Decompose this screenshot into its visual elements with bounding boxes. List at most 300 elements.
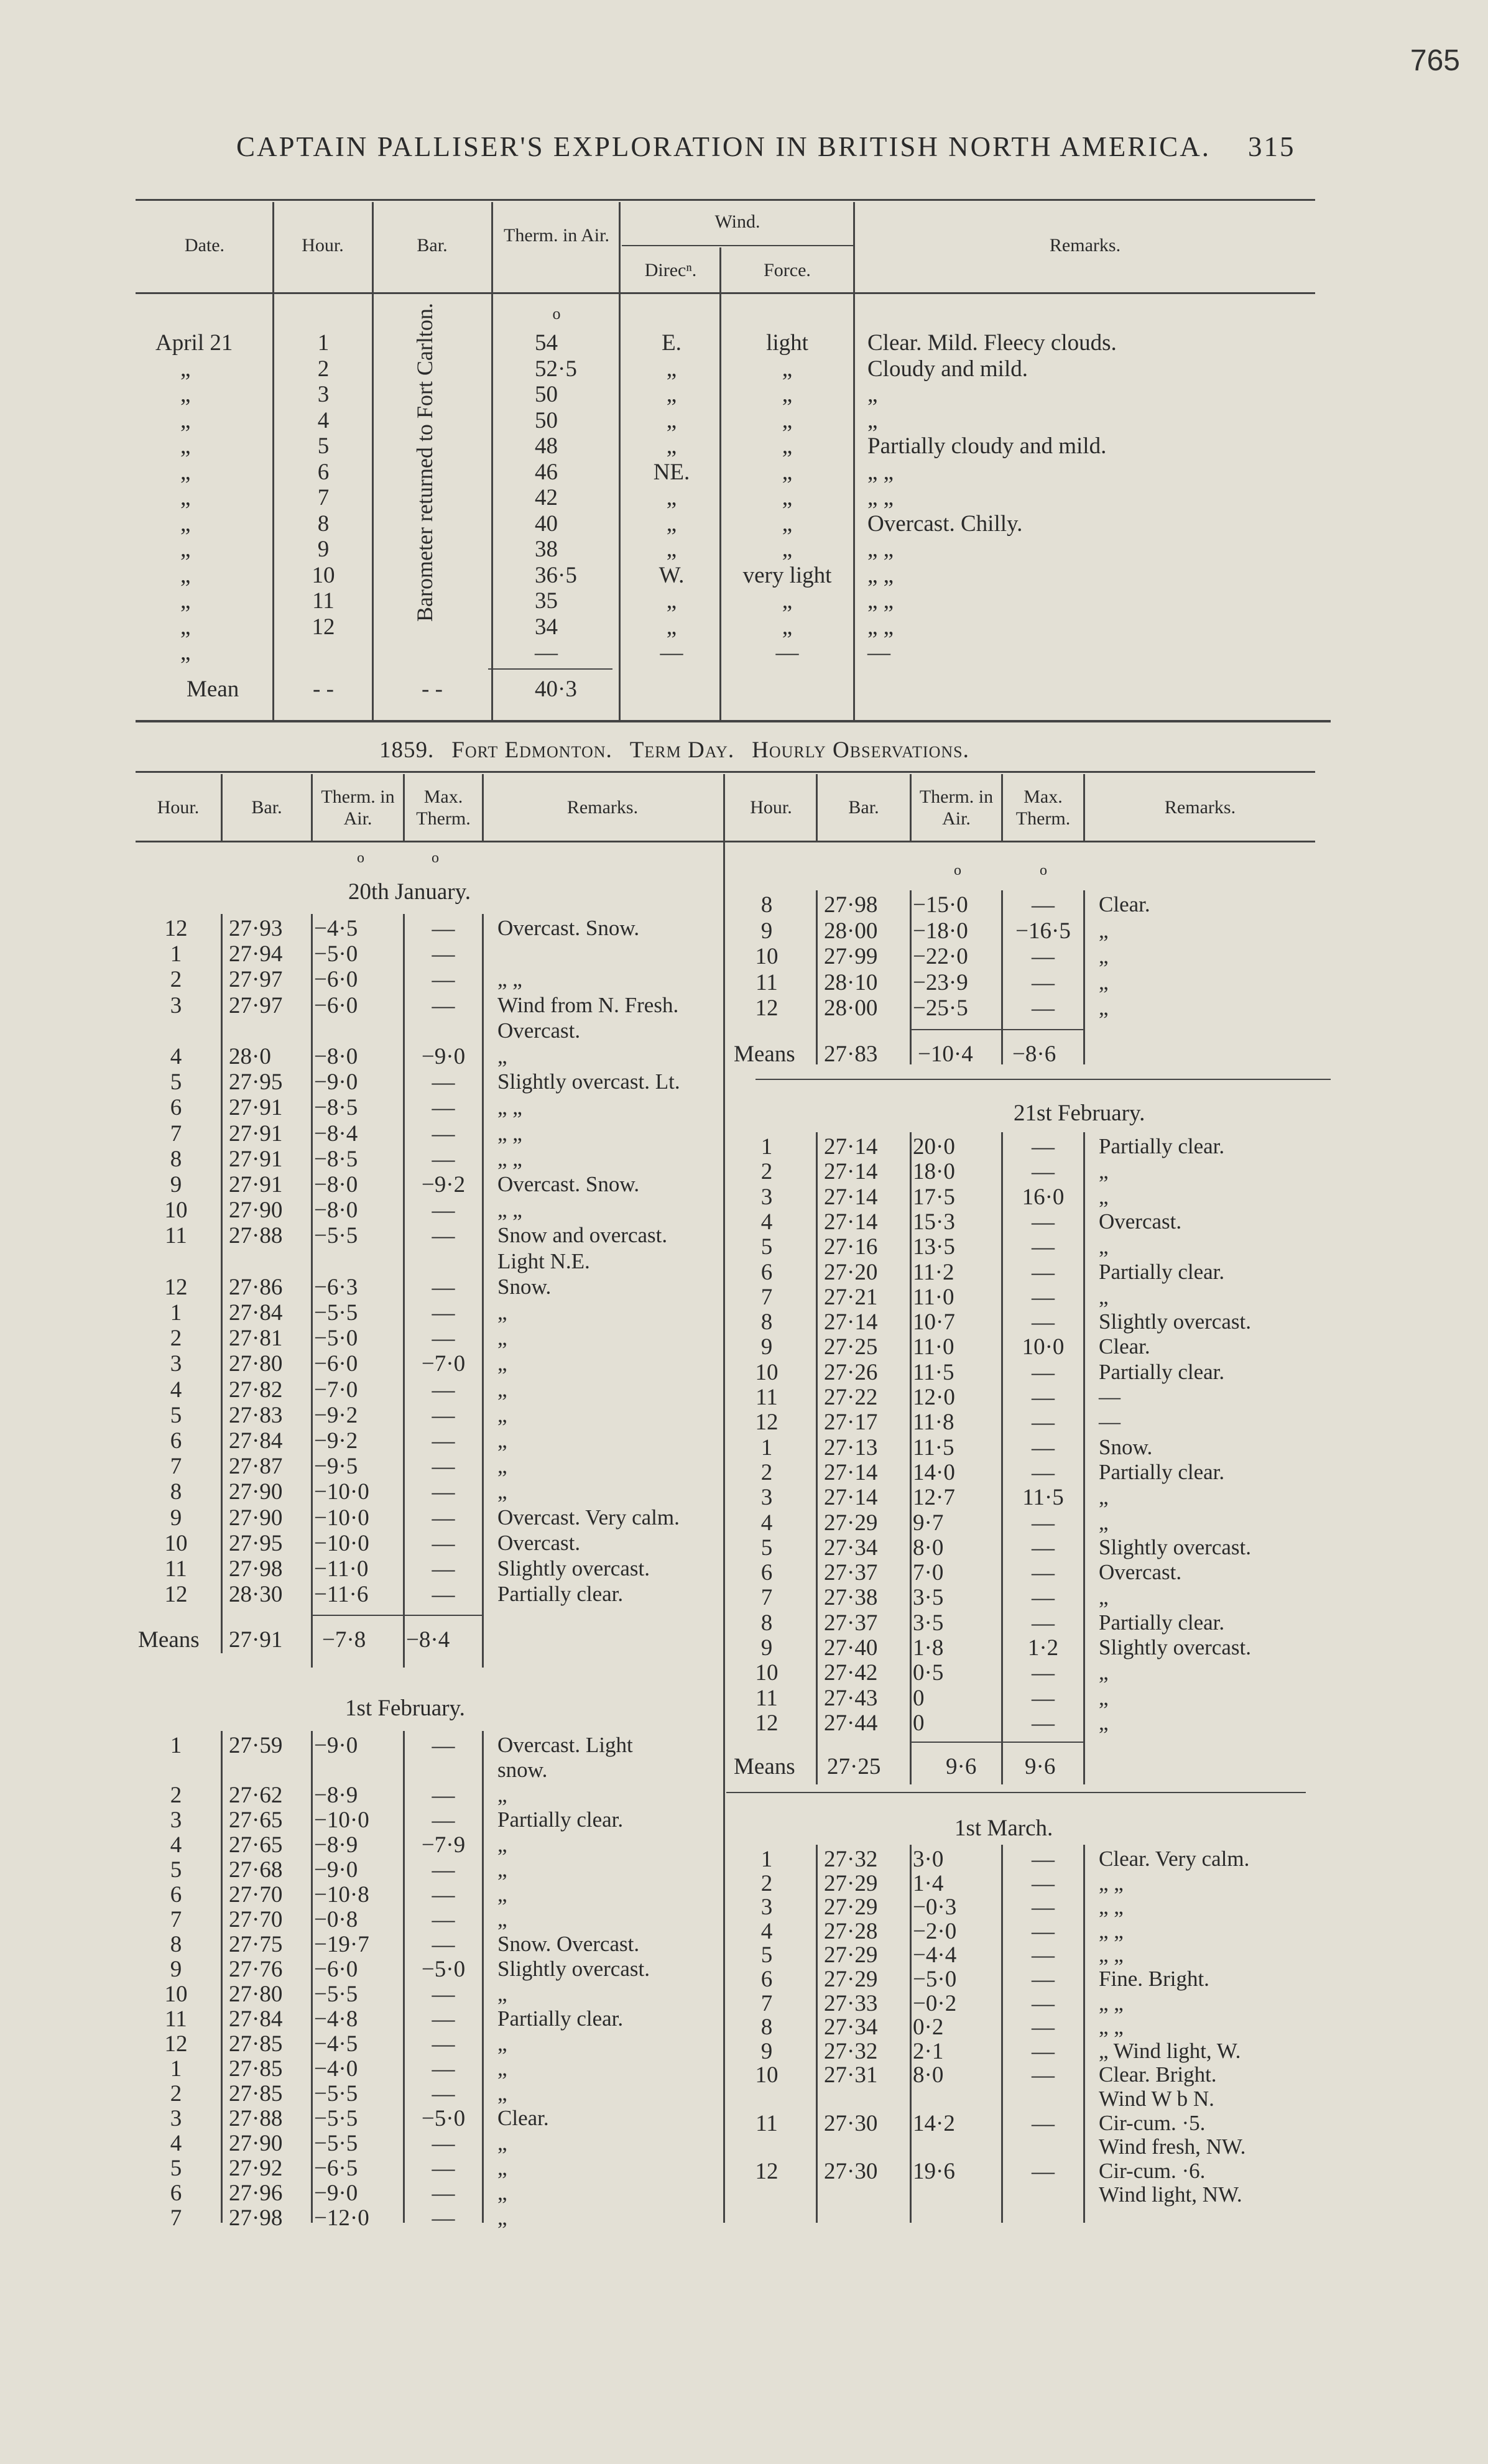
top-direc: „ — [666, 356, 677, 382]
top-remarks: „ „ — [867, 537, 894, 562]
top-force: „ — [782, 485, 793, 510]
left-jan-hour: 12 — [164, 1582, 188, 1608]
top-col-3 — [491, 202, 493, 720]
left-feb-remarks: Partially clear. — [497, 1807, 624, 1832]
top-date-ditto: „ — [180, 459, 191, 485]
right-f21-remarks: „ — [1099, 1485, 1109, 1510]
left-feb-remarks: „ — [497, 1982, 507, 2006]
left-feb-max: — — [432, 1982, 455, 2008]
top-hour: 7 — [317, 485, 330, 510]
left-feb-remarks: „ — [497, 2180, 507, 2205]
left-jan-remarks: Overcast. Very calm. — [497, 1505, 680, 1530]
right-f21-therm: 12·0 — [913, 1385, 955, 1410]
right-mar-therm: 1·4 — [913, 1870, 944, 1896]
right-f21-bar: 27·14 — [824, 1485, 878, 1511]
date-21-february: 21st February. — [1014, 1100, 1145, 1126]
right-f21-col-2 — [910, 1132, 912, 1784]
left-jan-therm: −5·5 — [314, 1300, 358, 1326]
right-cont-bar: 27·99 — [824, 944, 878, 969]
left-jan-hour: 10 — [164, 1197, 188, 1224]
right-mar-max: — — [1032, 2158, 1055, 2184]
left-jan-bar: 27·88 — [229, 1223, 283, 1249]
right-cont-col-1 — [816, 890, 818, 1064]
right-mar-therm: −0·3 — [913, 1894, 957, 1921]
left-feb-hour: 11 — [165, 2006, 187, 2033]
top-direc: „ — [666, 485, 677, 510]
left-jan-remarks: Partially clear. — [497, 1582, 624, 1607]
left-feb-max: — — [432, 1857, 455, 1883]
right-cont-bar: 28·00 — [824, 995, 878, 1021]
left-jan-hour: 3 — [170, 992, 182, 1018]
right-f21-max: — — [1032, 1685, 1055, 1711]
top-direc: „ — [666, 614, 677, 640]
left-feb-max: — — [432, 1733, 455, 1759]
right-f21-max: — — [1032, 1284, 1055, 1310]
left-degree-therm: o — [357, 850, 364, 866]
left-feb-bar: 27·62 — [229, 1783, 283, 1809]
left-feb-remarks: Snow. Overcast. — [497, 1932, 640, 1957]
left-feb-bar: 27·65 — [229, 1832, 283, 1858]
left-jan-remarks: Slightly overcast. — [497, 1556, 650, 1580]
date-1-february: 1st February. — [345, 1696, 465, 1722]
top-direc: „ — [666, 537, 677, 562]
left-feb-max: — — [432, 2156, 455, 2182]
top-mean-hour: - - — [313, 676, 334, 702]
right-mar-bar: 27·30 — [824, 2110, 878, 2136]
left-jan-therm: −6·0 — [314, 1351, 358, 1377]
right-mar-remarks: Clear. Very calm. — [1099, 1847, 1250, 1871]
left-feb-therm: −9·0 — [314, 1857, 358, 1883]
right-f21-hour: 4 — [760, 1209, 773, 1235]
right-f21-bar: 27·14 — [824, 1209, 878, 1235]
top-remarks: „ — [867, 407, 878, 433]
right-cont-therm: −23·9 — [913, 969, 968, 995]
left-feb-remarks: „ — [497, 1907, 507, 1932]
top-bottom-rule — [136, 720, 1331, 722]
left-feb-bar: 27·85 — [229, 2081, 283, 2107]
left-jan-max: — — [432, 1069, 455, 1096]
top-therm: 48 — [535, 433, 558, 459]
left-feb-therm: −12·0 — [314, 2205, 369, 2231]
right-f21-therm: 0 — [913, 1685, 925, 1711]
left-jan-bar: 27·94 — [229, 941, 283, 967]
right-f21-hour: 2 — [760, 1459, 773, 1485]
right-f21-bar: 27·38 — [824, 1585, 878, 1611]
right-f21-remarks: Slightly overcast. — [1099, 1309, 1251, 1334]
right-mar-max: — — [1032, 1918, 1055, 1944]
right-f21-hour: 6 — [760, 1560, 773, 1586]
right-f21-bar: 27·14 — [824, 1309, 878, 1336]
right-mar-remarks: Cir-cum. ·6. — [1099, 2158, 1206, 2183]
right-f21-bar: 27·26 — [824, 1359, 878, 1385]
section-title-term: Term Day. — [629, 737, 735, 763]
top-force: „ — [782, 614, 793, 640]
left-jan-therm: −9·2 — [314, 1402, 358, 1428]
left-jan-therm: −5·0 — [314, 941, 358, 967]
right-mar-remarks: „ „ — [1099, 1942, 1124, 1967]
top-direc: „ — [666, 433, 677, 459]
left-jan-max: — — [432, 1402, 455, 1428]
left-jan-therm: −8·4 — [314, 1120, 358, 1147]
left-jan-therm: −10·0 — [314, 1505, 369, 1531]
right-mar-bar: 27·32 — [824, 1847, 878, 1872]
top-force: „ — [782, 510, 793, 537]
barometer-note: Barometer returned to Fort Carlton. — [412, 303, 437, 622]
top-mean-therm: 40·3 — [535, 676, 577, 702]
right-mar-hour: 1 — [760, 1847, 773, 1872]
right-mar-therm: 3·0 — [913, 1847, 944, 1872]
right-f21-max: — — [1032, 1259, 1055, 1285]
left-feb-hour: 7 — [170, 2205, 182, 2231]
right-cont-therm: −18·0 — [913, 918, 968, 944]
left-feb-remarks: Partially clear. — [497, 2006, 624, 2031]
left-feb-bar: 27·85 — [229, 2056, 283, 2082]
right-f21-max: — — [1032, 1134, 1055, 1160]
left-feb-bar: 27·75 — [229, 1932, 283, 1958]
right-f21-bar: 27·14 — [824, 1159, 878, 1185]
left-jan-max: — — [432, 1530, 455, 1556]
top-force: — — [775, 640, 799, 665]
section-title-year: 1859. — [379, 737, 435, 763]
left-jan-hour: 12 — [164, 1274, 188, 1300]
right-cont-hour: 11 — [756, 969, 778, 995]
top-hour: 11 — [312, 588, 335, 614]
left-feb-hour: 10 — [164, 1982, 188, 2008]
right-f21-max: 11·5 — [1022, 1485, 1064, 1511]
right-mar-col-4 — [1083, 1845, 1085, 2223]
left-feb-max: — — [432, 2180, 455, 2207]
left-feb-remarks: Overcast. Light — [497, 1733, 633, 1758]
right-f21-hour: 3 — [760, 1184, 773, 1210]
right-f21-bar: 27·37 — [824, 1610, 878, 1636]
left-feb-bar: 27·88 — [229, 2106, 283, 2132]
top-therm: 46 — [535, 459, 558, 485]
right-cont-remarks: „ — [1099, 918, 1109, 943]
left-feb-hour: 8 — [170, 1932, 182, 1958]
left-feb-bar: 27·90 — [229, 2131, 283, 2157]
right-cont-hour: 10 — [755, 944, 779, 969]
left-jan-remarks: „ „ — [497, 1120, 522, 1145]
left-jan-remarks: „ — [497, 1326, 507, 1350]
top-hour: 2 — [317, 356, 330, 382]
left-jan-hour: 3 — [170, 1351, 182, 1377]
top-direc: „ — [666, 407, 677, 433]
section-title — [379, 737, 987, 764]
right-f21-max: — — [1032, 1410, 1055, 1436]
left-jan-bar: 27·95 — [229, 1530, 283, 1556]
top-hour: 4 — [317, 407, 330, 433]
left-feb-therm: −4·5 — [314, 2031, 358, 2057]
top-rule-1 — [136, 199, 1315, 201]
right-f21-remarks: Overcast. — [1099, 1560, 1182, 1585]
left-jan-max: — — [432, 1223, 455, 1249]
right-cont-bar: 27·98 — [824, 892, 878, 918]
right-mar-hour: 10 — [755, 2062, 779, 2088]
top-hour: 10 — [312, 562, 335, 588]
right-mar-remarks: Wind light, NW. — [1099, 2182, 1242, 2207]
right-mar-hour: 8 — [760, 2014, 773, 2041]
top-hour: 5 — [317, 433, 330, 459]
left-feb-hour: 1 — [170, 2056, 182, 2082]
left-jan-therm: −10·0 — [314, 1530, 369, 1556]
right-mar-max: — — [1032, 1870, 1055, 1896]
right-f21-max: — — [1032, 1359, 1055, 1385]
right-f21-therm: 0·5 — [913, 1660, 944, 1686]
left-jan-col-4 — [482, 914, 484, 1668]
right-f21-means-rule — [910, 1742, 1083, 1743]
left-jan-therm: −10·0 — [314, 1479, 369, 1505]
right-f21-remarks: Clear. — [1099, 1334, 1150, 1359]
right-degree-therm: o — [954, 862, 961, 879]
right-mar-hour: 5 — [760, 1942, 773, 1968]
left-jan-therm: −8·5 — [314, 1146, 358, 1172]
top-remarks: Clear. Mild. Fleecy clouds. — [867, 330, 1117, 356]
left-jan-hour: 4 — [170, 1044, 182, 1069]
right-f21-therm: 11·0 — [913, 1334, 954, 1360]
left-feb-bar: 27·70 — [229, 1882, 283, 1908]
left-feb-bar: 27·84 — [229, 2006, 283, 2033]
left-feb-remarks: „ — [497, 1832, 507, 1857]
left-th-remarks: Remarks. — [566, 797, 639, 818]
left-jan-max: −9·2 — [421, 1172, 466, 1197]
top-remarks: „ „ — [867, 588, 894, 614]
left-jan-col-1 — [221, 914, 223, 1653]
right-mar-col-2 — [910, 1845, 912, 2223]
left-feb-max: — — [432, 1907, 455, 1933]
left-jan-remarks: „ — [497, 1402, 507, 1427]
top-date-ditto: „ — [180, 510, 191, 537]
left-jan-therm: −8·0 — [314, 1197, 358, 1224]
left-feb-col-1 — [221, 1731, 223, 2223]
left-feb-max: — — [432, 2131, 455, 2157]
right-f21-therm: 11·5 — [913, 1359, 954, 1385]
top-date-ditto: „ — [180, 562, 191, 588]
mid-divider — [723, 774, 725, 2223]
top-hour: 3 — [317, 382, 330, 407]
top-date-ditto: „ — [180, 640, 191, 665]
left-jan-means-bar: 27·91 — [229, 1627, 283, 1653]
right-mar-therm: −5·0 — [913, 1967, 957, 1992]
left-feb-bar: 27·85 — [229, 2031, 283, 2057]
top-force: „ — [782, 459, 793, 485]
right-cont-max: — — [1032, 995, 1055, 1021]
top-date-ditto: „ — [180, 433, 191, 459]
left-jan-max: — — [432, 1300, 455, 1326]
left-jan-max: — — [432, 1556, 455, 1582]
left-jan-means-rule — [311, 1615, 482, 1616]
top-hour: 8 — [317, 510, 330, 537]
left-feb-therm: −5·5 — [314, 2081, 358, 2107]
th-hour: Hour. — [302, 235, 344, 256]
top-hour: 9 — [317, 537, 330, 562]
right-cont-remarks: „ — [1099, 995, 1109, 1020]
left-feb-hour: 5 — [170, 1857, 182, 1883]
right-f21-therm: 12·7 — [913, 1485, 955, 1511]
right-f21-remarks: Partially clear. — [1099, 1610, 1225, 1635]
right-f21-hour: 1 — [760, 1434, 773, 1460]
left-feb-max: — — [432, 2056, 455, 2082]
left-feb-remarks: Clear. — [497, 2106, 549, 2131]
right-cont-means-bar: 27·83 — [824, 1041, 878, 1067]
right-f21-remarks: „ — [1099, 1184, 1109, 1209]
left-jan-bar: 27·84 — [229, 1428, 283, 1454]
left-jan-hour: 4 — [170, 1377, 182, 1403]
left-jan-therm: −9·0 — [314, 1069, 358, 1096]
right-mar-remarks: Wind W b N. — [1099, 2087, 1214, 2111]
left-th-bar: Bar. — [251, 797, 282, 818]
left-feb-remarks: „ — [497, 1783, 507, 1807]
left-jan-max: — — [432, 1274, 455, 1300]
right-f21-means-therm: 9·6 — [946, 1754, 977, 1780]
right-f21-max: — — [1032, 1610, 1055, 1636]
right-f21-bar: 27·20 — [824, 1259, 878, 1285]
top-therm: 50 — [535, 407, 558, 433]
left-jan-remarks: „ „ — [497, 1197, 522, 1222]
right-f21-remarks: Partially clear. — [1099, 1134, 1225, 1158]
left-jan-therm: −9·2 — [314, 1428, 358, 1454]
left-feb-max: — — [432, 1932, 455, 1958]
left-jan-max: — — [432, 1505, 455, 1531]
right-mar-remarks: „ „ — [1099, 1990, 1124, 2015]
left-feb-bar: 27·70 — [229, 1907, 283, 1933]
left-jan-remarks: „ — [497, 1479, 507, 1504]
right-mar-remarks: Cir-cum. ·5. — [1099, 2110, 1206, 2135]
left-feb-hour: 6 — [170, 1882, 182, 1908]
right-cont-bar: 28·10 — [824, 969, 878, 995]
left-feb-max: −7·9 — [421, 1832, 466, 1858]
right-f21-max: — — [1032, 1660, 1055, 1686]
right-cont-remarks: „ — [1099, 969, 1109, 994]
right-th-bar: Bar. — [848, 797, 879, 818]
left-feb-max: — — [432, 2006, 455, 2033]
right-f21-therm: 17·5 — [913, 1184, 955, 1210]
right-f21-remarks: Slightly overcast. — [1099, 1534, 1251, 1559]
right-mar-max: — — [1032, 2110, 1055, 2136]
left-feb-therm: −0·8 — [314, 1907, 358, 1933]
left-jan-means-therm: −7·8 — [322, 1627, 366, 1653]
right-f21-bar: 27·14 — [824, 1134, 878, 1160]
left-jan-therm: −6·0 — [314, 967, 358, 993]
left-jan-remarks: „ — [497, 1377, 507, 1401]
top-direc: W. — [659, 562, 685, 588]
left-feb-therm: −10·0 — [314, 1807, 369, 1834]
right-f21-hour: 5 — [760, 1234, 773, 1260]
top-direc: NE. — [653, 459, 690, 485]
top-date-ditto: „ — [180, 537, 191, 562]
top-date-ditto: „ — [180, 588, 191, 614]
right-mar-hour: 11 — [756, 2110, 778, 2136]
left-feb-therm: −6·5 — [314, 2156, 358, 2182]
right-cont-max: −16·5 — [1015, 918, 1071, 944]
right-f21-therm: 8·0 — [913, 1534, 944, 1561]
top-col-1 — [272, 202, 274, 720]
right-cont-therm: −25·5 — [913, 995, 968, 1021]
left-jan-hour: 9 — [170, 1172, 182, 1197]
right-cont-col-4 — [1083, 890, 1085, 1064]
left-jan-max: — — [432, 1454, 455, 1480]
right-mar-hour: 2 — [760, 1870, 773, 1896]
right-f21-max: 16·0 — [1022, 1184, 1065, 1210]
left-jan-therm: −11·0 — [314, 1556, 369, 1582]
right-mar-bar: 27·29 — [824, 1942, 878, 1968]
th-force: Force. — [764, 260, 811, 280]
left-jan-hour: 11 — [165, 1556, 187, 1582]
left-feb-remarks: „ — [497, 1882, 507, 1907]
left-feb-bar: 27·98 — [229, 2205, 283, 2231]
left-feb-bar: 27·80 — [229, 1982, 283, 2008]
left-jan-remarks: „ „ — [497, 967, 522, 992]
top-therm: 42 — [535, 485, 558, 510]
right-mar-hour: 7 — [760, 1990, 773, 2016]
right-mar-hour: 9 — [760, 2038, 773, 2064]
top-force: „ — [782, 588, 793, 614]
left-feb-hour: 5 — [170, 2156, 182, 2182]
left-feb-therm: −8·9 — [314, 1783, 358, 1809]
left-jan-remarks: Snow and overcast. — [497, 1223, 668, 1248]
left-jan-therm: −6·3 — [314, 1274, 358, 1300]
right-f21-bar: 27·40 — [824, 1635, 878, 1661]
right-f21-means-max: 9·6 — [1025, 1754, 1056, 1780]
right-mar-col-1 — [816, 1845, 818, 2223]
left-jan-bar: 27·90 — [229, 1479, 283, 1505]
left-feb-bar: 27·68 — [229, 1857, 283, 1883]
right-f21-col-1 — [816, 1132, 818, 1784]
right-mar-hour: 12 — [755, 2158, 779, 2184]
top-direc: „ — [666, 510, 677, 537]
top-hour: 1 — [317, 330, 330, 356]
left-jan-therm: −9·5 — [314, 1454, 358, 1480]
left-jan-bar: 27·97 — [229, 992, 283, 1018]
top-date-ditto: „ — [180, 407, 191, 433]
right-mar-therm: −0·2 — [913, 1990, 957, 2016]
left-jan-bar: 27·82 — [229, 1377, 283, 1403]
left-feb-remarks: Slightly overcast. — [497, 1957, 650, 1982]
right-f21-therm: 11·8 — [913, 1410, 954, 1436]
right-cont-means-therm: −10·4 — [918, 1041, 973, 1067]
right-f21-bar: 27·13 — [824, 1434, 878, 1460]
right-cont-hour: 12 — [755, 995, 779, 1021]
right-f21-remarks: — — [1099, 1410, 1121, 1434]
right-mar-therm: −2·0 — [913, 1918, 957, 1944]
right-f21-therm: 10·7 — [913, 1309, 955, 1336]
right-cont-hour: 9 — [760, 918, 773, 944]
right-degree-max: o — [1040, 862, 1047, 879]
left-jan-remarks: Overcast. Snow. — [497, 916, 640, 940]
left-jan-remarks: „ — [497, 1300, 507, 1324]
top-therm: 35 — [535, 588, 558, 614]
left-feb-hour: 6 — [170, 2180, 182, 2207]
th-therm: Therm. in Air. — [504, 225, 609, 246]
top-date-ditto: „ — [180, 382, 191, 407]
left-feb-bar: 27·92 — [229, 2156, 283, 2182]
right-th-max: Max. Therm. — [1015, 787, 1071, 829]
right-f21-means-label: Means — [734, 1754, 795, 1780]
date-april-21: April 21 — [155, 330, 233, 356]
right-f21-remarks: „ — [1099, 1284, 1109, 1309]
right-mar-therm: 14·2 — [913, 2110, 955, 2136]
right-th-remarks: Remarks. — [1164, 797, 1236, 818]
left-jan-remarks: Overcast. — [497, 1530, 581, 1555]
left-feb-therm: −4·8 — [314, 2006, 358, 2033]
right-mar-remarks: „ „ — [1099, 1894, 1124, 1919]
left-feb-hour: 9 — [170, 1957, 182, 1983]
left-feb-remarks: „ — [497, 2056, 507, 2081]
right-f21-therm: 15·3 — [913, 1209, 955, 1235]
top-direc: „ — [666, 588, 677, 614]
left-jan-max: — — [432, 1146, 455, 1172]
top-date-ditto: „ — [180, 485, 191, 510]
right-f21-hour: 6 — [760, 1259, 773, 1285]
